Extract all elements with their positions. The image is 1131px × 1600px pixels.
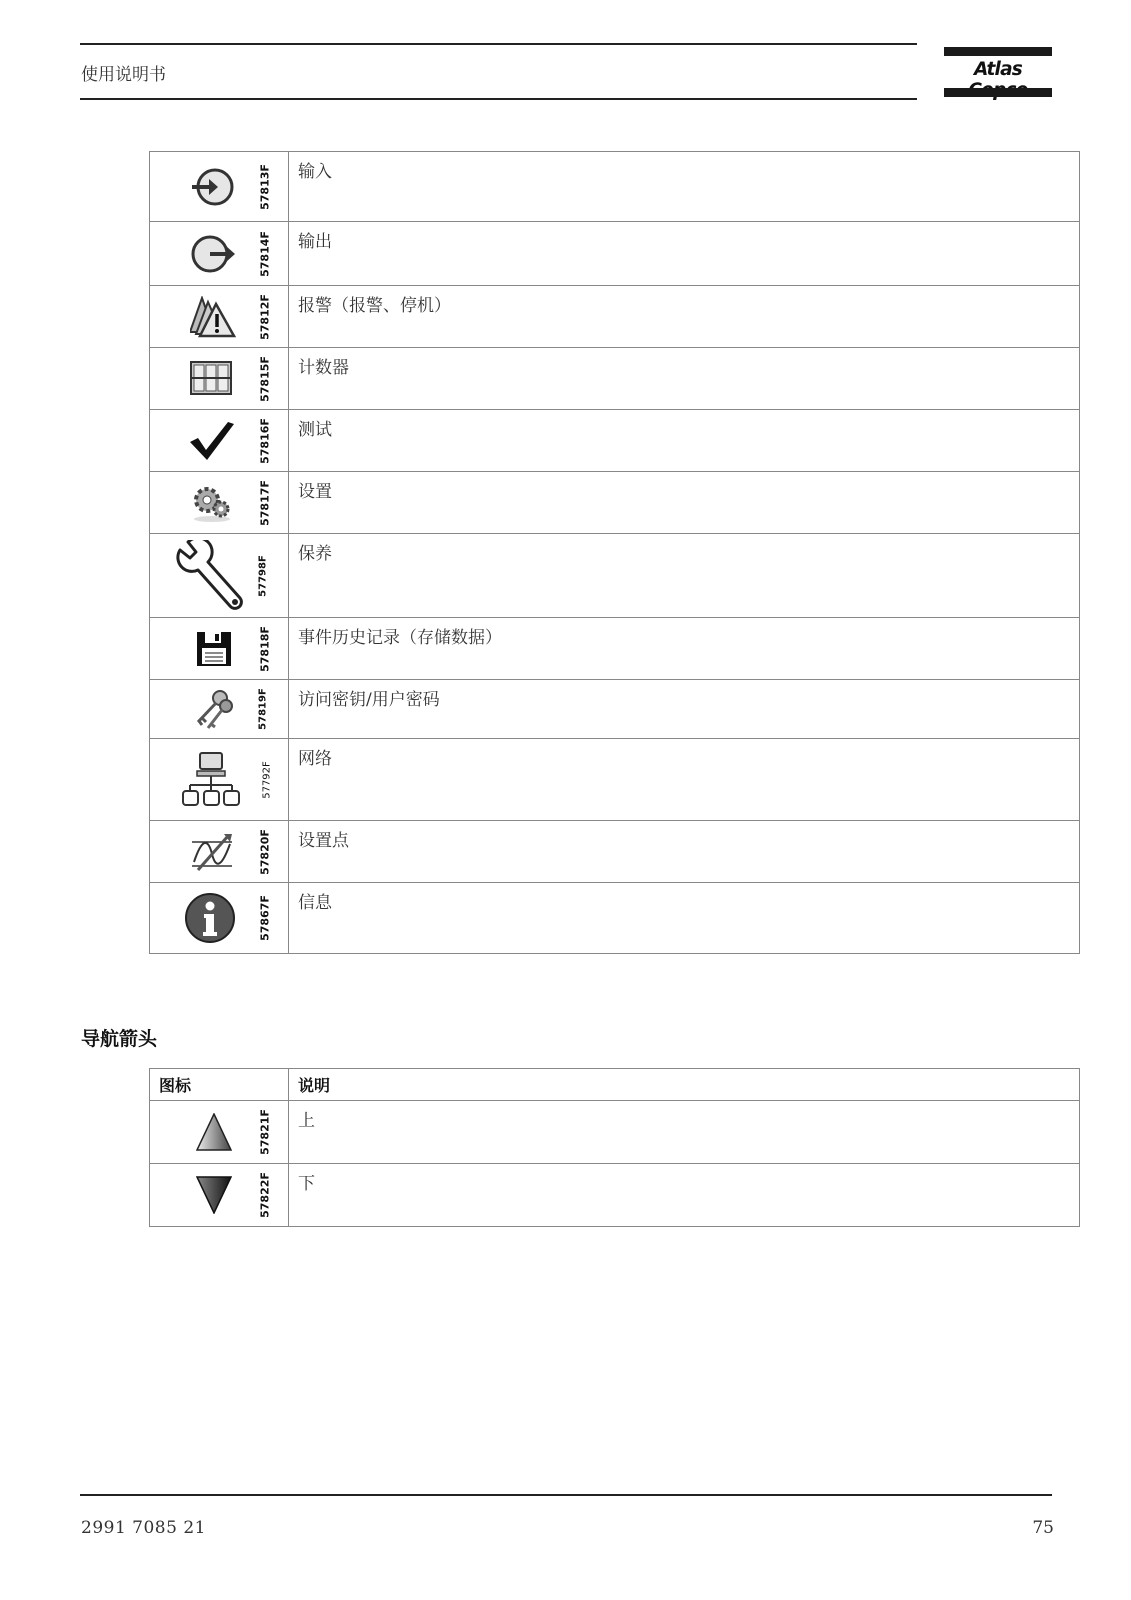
- description-cell: 设置: [289, 472, 1080, 534]
- icon-cell: [150, 680, 289, 739]
- icon-code: 57818F: [258, 625, 272, 672]
- table-row: [150, 739, 1080, 821]
- floppy-disk-icon: [196, 631, 232, 667]
- wrench-icon: [176, 540, 246, 612]
- header-bottom-rule: [80, 98, 917, 100]
- table-header-row: [150, 1069, 1080, 1101]
- icon-code: 57816F: [258, 417, 272, 464]
- description-cell: 事件历史记录（存储数据）: [289, 618, 1080, 680]
- table-row: [150, 348, 1080, 410]
- table-row: [150, 1101, 1080, 1164]
- icon-cell: [150, 222, 289, 286]
- atlas-copco-logo: [944, 47, 1052, 101]
- icon-code: 57819F: [257, 688, 269, 730]
- info-icon: [184, 892, 236, 944]
- icon-cell: [150, 534, 289, 618]
- table-row: [150, 472, 1080, 534]
- table-row: [150, 618, 1080, 680]
- icon-code: 57867F: [258, 895, 272, 941]
- column-header-description: 说明: [289, 1069, 1080, 1101]
- icon-cell: [150, 286, 289, 348]
- description-cell: 下: [289, 1164, 1080, 1227]
- table-row: [150, 883, 1080, 954]
- table-row: [150, 1164, 1080, 1227]
- description-cell: 输入: [289, 152, 1080, 222]
- icon-cell: [150, 410, 289, 472]
- icon-code: 57817F: [258, 479, 272, 526]
- table-row: [150, 286, 1080, 348]
- table-row: [150, 410, 1080, 472]
- icon-code: 57813F: [258, 163, 272, 210]
- counter-icon: [190, 361, 234, 397]
- icon-cell: [150, 883, 289, 954]
- description-cell: 输出: [289, 222, 1080, 286]
- icon-code: 57792F: [261, 760, 273, 799]
- icon-cell: [150, 1164, 289, 1227]
- description-cell: 信息: [289, 883, 1080, 954]
- setpoint-icon: [190, 832, 236, 872]
- table-row: [150, 152, 1080, 222]
- icon-cell: [150, 618, 289, 680]
- icon-cell: [150, 739, 289, 821]
- icon-code: 57815F: [258, 355, 272, 402]
- table-row: [150, 534, 1080, 618]
- test-check-icon: [190, 420, 234, 462]
- network-icon: [182, 751, 240, 809]
- description-cell: 访问密钥/用户密码: [289, 680, 1080, 739]
- icon-code: 57822F: [258, 1172, 272, 1218]
- navigation-arrows-table: [149, 1068, 1080, 1227]
- table-row: [150, 821, 1080, 883]
- icon-table: [149, 151, 1080, 954]
- description-cell: 测试: [289, 410, 1080, 472]
- description-cell: 计数器: [289, 348, 1080, 410]
- description-cell: 保养: [289, 534, 1080, 618]
- description-cell: 网络: [289, 739, 1080, 821]
- icon-code: 57821F: [258, 1109, 272, 1155]
- table-row: [150, 680, 1080, 739]
- icon-cell: [150, 1101, 289, 1164]
- description-cell: 设置点: [289, 821, 1080, 883]
- keys-icon: [190, 688, 234, 730]
- icon-code: 57820F: [258, 828, 272, 875]
- description-cell: 报警（报警、停机）: [289, 286, 1080, 348]
- input-icon: [190, 164, 236, 210]
- logo-text: Atlas: [974, 59, 1022, 80]
- section-title: 导航箭头: [81, 1028, 158, 1050]
- icon-code: 57798F: [257, 554, 269, 597]
- settings-gear-icon: [190, 483, 234, 523]
- table-row: [150, 222, 1080, 286]
- icon-code: 57812F: [258, 293, 272, 340]
- alarm-icon: [190, 296, 236, 338]
- header-top-rule: [80, 43, 917, 45]
- arrow-up-icon: [196, 1113, 232, 1151]
- footer-rule: [80, 1494, 1052, 1496]
- page-header-title: 使用说明书: [81, 65, 166, 85]
- icon-cell: [150, 348, 289, 410]
- icon-cell: [150, 472, 289, 534]
- page-number: 75: [1032, 1518, 1054, 1538]
- description-cell: 上: [289, 1101, 1080, 1164]
- icon-cell: [150, 152, 289, 222]
- icon-cell: [150, 821, 289, 883]
- arrow-down-icon: [196, 1176, 232, 1214]
- column-header-icon: 图标: [150, 1069, 289, 1101]
- output-icon: [190, 231, 236, 277]
- icon-code: 57814F: [258, 230, 272, 277]
- document-number: 2991 7085 21: [81, 1518, 206, 1538]
